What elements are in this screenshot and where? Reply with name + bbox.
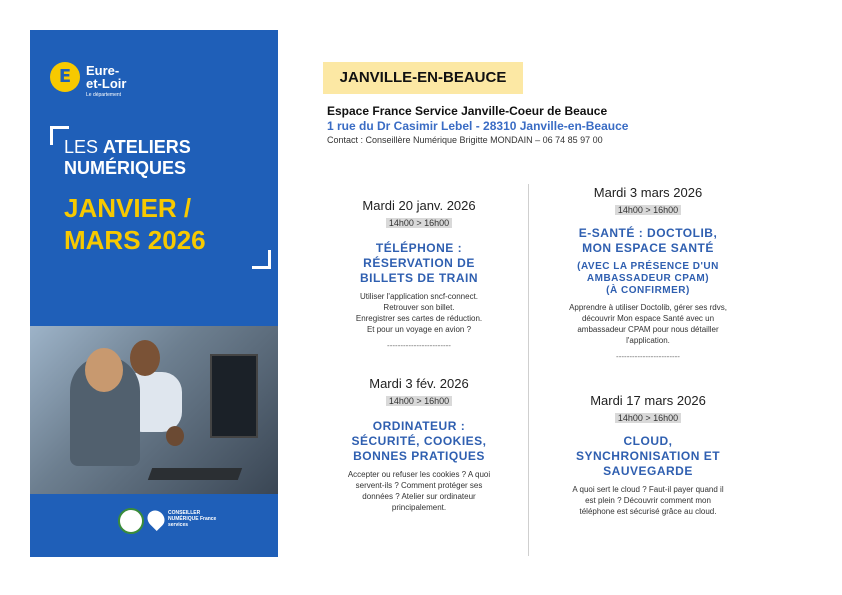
desc-line: servent-ils ? Comment protéger ses bbox=[355, 481, 483, 490]
session-date: Mardi 17 mars 2026 bbox=[590, 393, 706, 408]
topic-line: E-SANTÉ : DOCTOLIB, bbox=[578, 226, 718, 240]
period-line-1: JANVIER / bbox=[64, 193, 192, 223]
photo-keyboard bbox=[148, 468, 242, 480]
location-address: 1 rue du Dr Casimir Lebel - 28310 Janville-en-Beauce bbox=[327, 119, 629, 133]
session-topic bbox=[324, 241, 514, 286]
topic-line: RÉSERVATION DE bbox=[363, 256, 475, 270]
topic-line: ORDINATEUR : bbox=[372, 419, 466, 433]
session-time: 14h00 > 16h00 bbox=[615, 205, 681, 215]
period-line-2: MARS 2026 bbox=[64, 225, 206, 255]
session-topic bbox=[548, 226, 748, 256]
title-line-2: NUMÉRIQUES bbox=[64, 158, 187, 178]
desc-line: Utiliser l'application sncf-connect. bbox=[359, 292, 479, 301]
session-description bbox=[314, 469, 524, 513]
desc-line: Enregistrer ses cartes de réduction. bbox=[355, 314, 483, 323]
logo-line-2: et-Loir bbox=[86, 76, 127, 91]
topic-line: CLOUD, bbox=[623, 434, 673, 448]
desc-line: l'application. bbox=[626, 336, 670, 345]
session-subtopic bbox=[548, 261, 748, 297]
location-pin-icon bbox=[144, 507, 168, 531]
frame-corner-bottom-right bbox=[252, 250, 271, 269]
photo-person-background bbox=[166, 426, 184, 446]
session-card bbox=[548, 393, 748, 517]
topic-line: BONNES PRATIQUES bbox=[353, 449, 485, 463]
session-card bbox=[314, 376, 524, 513]
photo-person-standing-head bbox=[130, 340, 160, 376]
desc-line: A quoi sert le cloud ? Faut-il payer quand il bbox=[572, 485, 724, 494]
photo-person-seated-head bbox=[85, 348, 123, 392]
period-title bbox=[64, 192, 206, 256]
topic-line: MON ESPACE SANTÉ bbox=[582, 241, 714, 255]
session-time: 14h00 > 16h00 bbox=[386, 218, 452, 228]
session-date: Mardi 3 mars 2026 bbox=[593, 185, 703, 200]
city-label: JANVILLE-EN-BEAUCE bbox=[323, 62, 523, 94]
topic-line: SAUVEGARDE bbox=[603, 464, 693, 478]
session-separator: ------------------------ bbox=[616, 352, 680, 361]
desc-line: téléphone est sécurisé grâce au cloud. bbox=[579, 507, 717, 516]
desc-line: ambassadeur CPAM pour nous détailler bbox=[577, 325, 719, 334]
session-card bbox=[548, 185, 748, 361]
subtopic-line: (AVEC LA PRÉSENCE D'UN bbox=[577, 261, 719, 272]
desc-line: découvrir Mon espace Santé avec un bbox=[581, 314, 715, 323]
subtopic-line: AMBASSADEUR CPAM) bbox=[586, 273, 710, 284]
session-time: 14h00 > 16h00 bbox=[615, 413, 681, 423]
title-strong: ATELIERS bbox=[103, 137, 191, 157]
session-card bbox=[324, 198, 514, 350]
session-description bbox=[548, 302, 748, 346]
session-topic bbox=[548, 434, 748, 479]
desc-line: Apprendre à utiliser Doctolib, gérer ses rdvs, bbox=[569, 303, 727, 312]
session-time: 14h00 > 16h00 bbox=[386, 396, 452, 406]
label-badge-icon bbox=[118, 508, 144, 534]
subtopic-line: (À CONFIRMER) bbox=[606, 285, 690, 296]
desc-line: Et pour un voyage en avion ? bbox=[366, 325, 472, 334]
photo-monitor bbox=[210, 354, 258, 438]
topic-line: SÉCURITÉ, COOKIES, bbox=[351, 434, 487, 448]
session-topic bbox=[314, 419, 524, 464]
logo-tagline: Le département bbox=[86, 92, 122, 98]
desc-line: Accepter ou refuser les cookies ? A quoi bbox=[347, 470, 491, 479]
location-name: Espace France Service Janville-Coeur de Beauce bbox=[327, 104, 608, 118]
session-description bbox=[548, 484, 748, 517]
title-line-1 bbox=[64, 136, 191, 158]
column-divider bbox=[528, 184, 529, 556]
title-prefix: LES bbox=[64, 137, 99, 157]
topic-line: BILLETS DE TRAIN bbox=[360, 271, 478, 285]
session-date: Mardi 20 janv. 2026 bbox=[362, 198, 476, 213]
eure-et-loir-logo-icon: E bbox=[50, 62, 80, 92]
logo-line-1: Eure- bbox=[86, 63, 120, 78]
session-date: Mardi 3 fév. 2026 bbox=[369, 376, 469, 391]
conseiller-numerique-badge: CONSEILLER NUMÉRIQUE France services bbox=[168, 510, 217, 528]
desc-line: principalement. bbox=[391, 503, 447, 512]
session-description bbox=[324, 291, 514, 335]
flyer-banner bbox=[30, 30, 278, 557]
topic-line: TÉLÉPHONE : bbox=[375, 241, 463, 255]
session-separator: ------------------------ bbox=[387, 341, 451, 350]
logo-name bbox=[86, 64, 126, 90]
topic-line: SYNCHRONISATION ET bbox=[575, 449, 721, 463]
office-photo bbox=[30, 326, 278, 494]
desc-line: données ? Atelier sur ordinateur bbox=[362, 492, 476, 501]
desc-line: est plein ? Découvrir comment mon bbox=[585, 496, 711, 505]
location-contact: Contact : Conseillère Numérique Brigitte MONDAIN – 06 74 85 97 00 bbox=[327, 135, 603, 145]
desc-line: Retrouver son billet. bbox=[383, 303, 455, 312]
